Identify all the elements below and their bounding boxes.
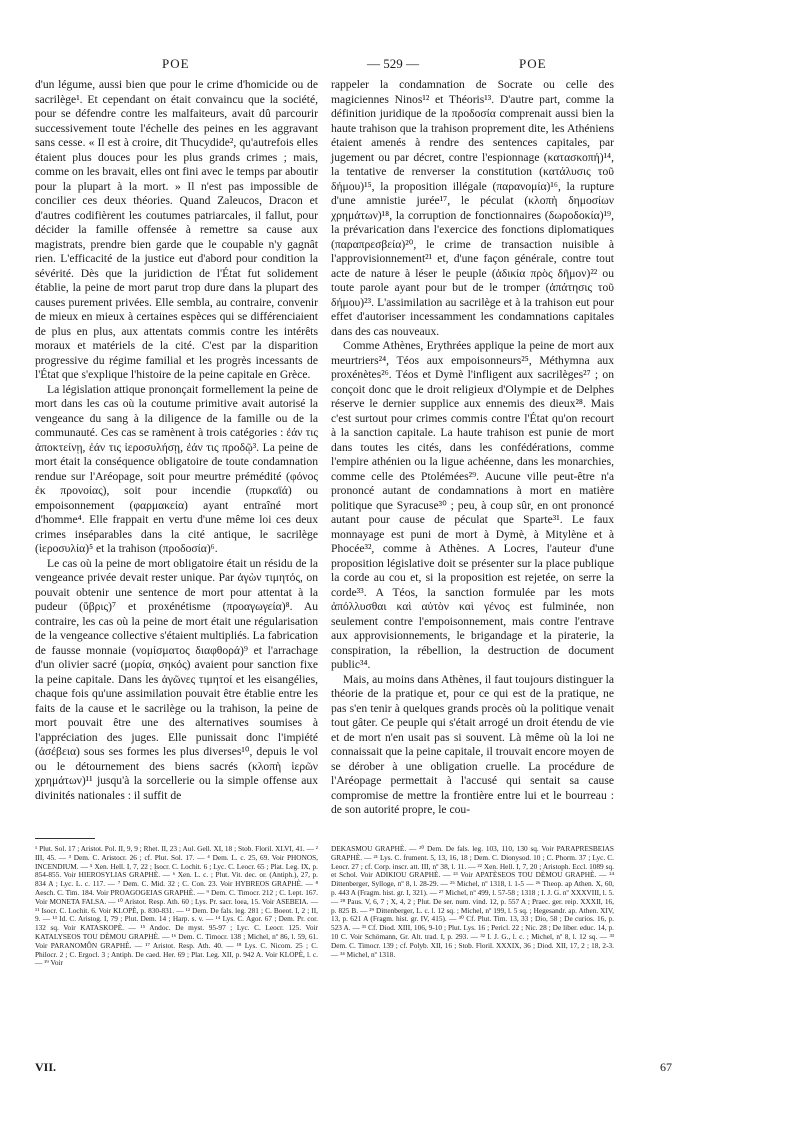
footnote-divider — [35, 838, 95, 839]
running-header — [32, 48, 776, 72]
header-right-word: POE — [519, 56, 547, 71]
left-column — [35, 78, 318, 803]
page-number: — 529 — — [367, 56, 419, 71]
header-left-word: POE — [162, 56, 190, 71]
paragraph: rappeler la condamnation de Socrate ou celle des magiciennes Ninos¹² et Théoris¹³. D'autre part, comme la définition juridique de la προδοσία comprenait aussi bien la haute trahison que la trahison proprement dite, les Athéniens étaient amenés à rendre des sentences capitales, par jugement ou par décret, contre l'espionnage (κατασκοπή)¹⁴, la tentative de renverser la constitution (κατάλυσις τοῦ δήμου)¹⁵, la proposition illégale (παρανομία)¹⁶, la rupture d'une amnistie jurée¹⁷, le péculat (κλοπὴ δημοσίων χρημάτων)¹⁸, la corruption de fonctionnaires (δωροδοκία)¹⁹, la prévarication dans l'exercice des fonctions diplomatiques (παραπρεσβεία)²⁰, le crime de transaction nuisible à l'approvisionnement²¹ et, d'une façon générale, contre tout acte de nature à léser le peuple (ἀδικία πρὸς δῆμον)²² ou toute parole ayant pour but de le tromper (ἀπάτησις τοῦ δήμου)²³. L'assimilation au sacrilège et à la trahison eut pour effet d'autoriser incessamment les condamnations capitales dans des cas nouveaux. — [331, 78, 614, 338]
paragraph: Comme Athènes, Erythrées applique la peine de mort aux meurtriers²⁴, Téos aux empoisonneurs²⁵, Méthymna aux proxénètes²⁶. Téos et Dymè l'infligent aux sacrilèges²⁷ ; on conçoit donc que le droit religieux d'Olympie et de Delphes réserve le dernier supplice aux ennemis des dieux²⁸. Mais c'est surtout pour crimes commis contre l'État qu'on recourt à la sanction capitale. La haute trahison est punie de mort dans toutes les cités, dans les confédérations, comme l'empire athénien ou la ligue achéenne, dans les monarchies, comme celle des Ptolémées²⁹. Aucune ville peut-être n'a prononcé autant de condamnations à mort en matière politique que Syracuse³⁰ ; peu, à coup sûr, en ont prononcé autant pour cause de péculat que Sparte³¹. Le faux monnayage est puni de mort à Dymè, à Mitylène et à Phocée³², comme à Athènes. A Locres, l'auteur d'une proposition législative doit se présenter sur la place publique la corde au cou et, si la proposition est rejetée, on serre la corde³³. A Téos, la sanction formulée par les mots ἀπόλλυσθαι καὶ αὐτὸν καὶ γένος est fulminée, non seulement contre l'empoisonnement, mais contre l'entrave aux approvisionnements, le brigandage et la piraterie, la conspiration, la rébellion, la destruction de document public³⁴. — [331, 339, 614, 671]
right-column — [331, 78, 614, 818]
paragraph: d'un légume, aussi bien que pour le crime d'homicide ou de sacrilège¹. Et cependant on était convaincu que la société, pour se défendre contre les malfaiteurs, avait dû parcourir successivement toute l'échelle des peines en les aggravant sans cesse. « Il est à croire, dit Thucydide², qu'autrefois elles étaient plus douces pour les plus grands crimes ; mais, comme on les bravait, elles ont fini avec le temps par aboutir pour la plupart à la mort. » Il n'est pas impossible de concilier ces deux théories. Quand Zaleucos, Dracon et d'autres codifièrent les coutumes patriarcales, il fallut, pour décider la famille offensée à remettre sa cause aux magistrats, prendre bien garde que le coupable n'y gagnât rien. L'efficacité de la justice eut d'abord pour condition la sévérité. Dès que la juridiction de l'État fut solidement établie, la peine de mort parut trop dure dans la plupart des causes purement privées. Elle sembla, au contraire, convenir de mieux en mieux à certaines espèces qui se différenciaient de plus en plus, aux attentats commis contre les intérêts moraux et matériels de la cité. C'est par la disparition progressive du régime familial et les progrès incessants de l'État que s'explique l'histoire de la peine capitale en Grèce. — [35, 78, 318, 381]
dictionary-page — [32, 48, 776, 1128]
paragraph: La législation attique prononçait formellement la peine de mort dans les cas où la coutume primitive avait autorisé la vengeance du sang à la diligence de la famille ou de la communauté. Ces cas se ramènent à trois catégories : ἐάν τις ἀποκτείνῃ, ἐάν τις ἱεροσυλήσῃ, ἐάν τις προδῷ³. La peine de mort était la conséquence obligatoire de toute condamnation rendue sur l'Aréopage, soit pour meurtre prémédité (φόνος ἐκ προνοίας), soit pour incendie (πυρκαϊά) ou empoisonnement (φαρμακεία) ayant entraîné mort d'homme⁴. Elle frappait en vertu d'une même loi ces deux crimes inséparables dans la cité antique, le sacrilège (ἱεροσυλία)⁵ et la trahison (προδοσία)⁶. — [35, 382, 318, 555]
footnotes-right: DEKASMOU GRAPHÈ. — ²⁰ Dem. De fals. leg. 103, 110, 130 sq. Voir PARAPRESBEIAS GRAPHÈ. — ²¹ Lys. C. frument. 5, 13, 16, 18 ; Dem. C. Dionysod. 10 ; C. Phorm. 37 ; Lyc. C. Leocr. 27 ; cf. Corp. inscr. att. III, nº 38, l. 11. — ²² Xen. Hell. I, 7, 20 ; Aristoph. Eccl. 1089 sq. et Schol. Voir ADIKIOU GRAPHÈ. — ²³ Voir APATÈSEOS TOU DÈMOU GRAPHÈ. — ²⁴ Dittenberger, Sylloge, nº 8, l. 28-29. — ²⁵ Michel, nº 1318, l. 1-5 — ²⁶ Theop. ap Athen. X, 60, p. 443 A (Fragm. hist. gr. I, 321). — ²⁷ Michel, nº 499, l. 57-58 ; 1318 ; I. J. G. nº XXXVIII, l. 5. — ²⁸ Paus. V, 6, 7 ; X, 4, 2 ; Plut. De ser. num. vind. 12, p. 557 A ; Praec. ger. reip. XXXII, 16, p. 825 B. — ²⁹ Dittenberger, L. c. l. 12 sq. ; Michel, nº 199, l. 5 sq. ; Hegesandr. ap. Athen. XIV, 13, p. 621 A (Fragm. hist. gr. IV, 415). — ³⁰ Cf. Plut. Tim. 13, 33 ; Dio, 58 ; De curios. 16, p. 523 A. — ³¹ Cf. Diod. XIII, 106, 9-10 ; Plut. Lys. 16 ; Pericl. 22 ; Nic. 28 ; De liber. educ. 14, p. 10 C. Voir Schömann, Gr. Alt. trad. I, p. 293. — ³² I. J. G., l. c. ; Michel, nº 8, l. 12 sq. — ³³ Dem. C. Timocr. 139 ; cf. Polyb. XII, 16 ; Stob. Floril. XXXIX, 36 ; Diod. XII, 17, 2 ; 18, 2-3. — ³⁴ Michel, nº 1318. — [331, 844, 614, 959]
paragraph: Le cas où la peine de mort obligatoire était un résidu de la vengeance privée devait rester unique. Par ἀγὼν τιμητός, on pouvait obtenir une sentence de mort pour attentat à la pudeur (ὕβρις)⁷ et proxénétisme (προαγωγεία)⁸. Au contraire, les cas où la peine de mort était une régularisation de la vengeance collective s'étaient multipliés. La fabrication de fausse monnaie (νομίσματος διαφθορά)⁹ et l'arrachage d'un olivier sacré (μορία, σηκός) avaient pour sanction fixe la peine capitale. Dans les ἀγῶνες τιμητοί et les eisangélies, chaque fois qu'une assimilation pouvait être établie entre les faits de la cause et le sacrilège ou la trahison, la peine de mort pouvait être une des alternatives soumises à l'appréciation des juges. Elle punissait donc l'impiété (ἀσέβεια) sous ses formes les plus diverses¹⁰, depuis le vol ou le détournement des biens sacrés (κλοπὴ ἱερῶν χρημάτων)¹¹ jusqu'à la sorcellerie ou la simple offense aux divinités nationales : il suffit de — [35, 556, 318, 802]
volume-number: VII. — [35, 1060, 57, 1074]
paragraph: Mais, au moins dans Athènes, il faut toujours distinguer la théorie de la pratique et, pour ce qui est de la pratique, ne pas s'en tenir à quelques grands procès où la politique venait tout gâter. Ce peuple qui s'était arrogé un droit étendu de vie et de mort n'en usait pas si souvent. Là même où la loi ne connaissait que la peine capitale, il trouvait encore moyen de se dérober à une obligation cruelle. La procédure de l'Aréopage permettait à l'accusé qui sentait sa cause compromise de mettre la frontière entre lui et le bourreau : de son autorité propre, le cou- — [331, 672, 614, 816]
footnotes-left: ¹ Plut. Sol. 17 ; Aristot. Pol. II, 9, 9 ; Rhet. II, 23 ; Aul. Gell. XI, 18 ; Stob. Floril. XLVI, 41. — ² III, 45. — ³ Dem. C. Aristocr. 26 ; cf. Plut. Sol. 17. — ⁴ Dem. L. c. 25, 69. Voir PHONOS, INCENDIUM. — ⁵ Xen. Hell. I, 7, 22 ; Isocr. C. Lochit. 6 ; Lyc. C. Leocr. 65 ; Plat. Leg. IX, p. 854-855. Voir HIEROSYLIAS GRAPHÈ. — ⁶ Xen. L. c. ; Plut. Vit. dec. or. (Antiph.), 27, p. 834 A ; Lyc. L. c. 117. — ⁷ Dem. C. Mid. 32 ; C. Con. 23. Voir HYBREOS GRAPHÈ. — ⁸ Aesch. C. Tim. 184. Voir PROAGOGEIAS GRAPHÈ. — ⁹ Dem. C. Timocr. 212 ; C. Lept. 167. Voir MONETA FALSA. — ¹⁰ Aristot. Resp. Ath. 60 ; Lys. Pr. sacr. loea, 15. Voir ASEBEIA. — ¹¹ Isocr. C. Lochit. 6. Voir KLOPÈ, p. 830-831. — ¹² Dem. De fals. leg. 281 ; C. Boeot. I, 2 ; II, 9. — ¹³ Id. C. Aristog. I, 79 ; Plut. Dem. 14 ; Harp. s. v. — ¹⁴ Lys. C. Agor. 67 ; Dem. Pr. cor. 132 sq. Voir KATASKOPÈ. — ¹⁵ Andoc. De myst. 95-97 ; Lyc. C. Leocr. 125. Voir KATALYSEOS TOU DÈMOU GRAPHÈ. — ¹⁶ Dem. C. Timocr. 138 ; Michel, nº 86, l. 59, 61. Voir PARANOMÔN GRAPHÈ. — ¹⁷ Aristot. Resp. Ath. 40. — ¹⁸ Lys. C. Nicom. 25 ; C. Philocr. 2 ; C. Ergocl. 3 ; Antiph. De caed. Her. 69 ; Plat. Leg. XII, p. 942 A. Voir KLOPÈ, l. c. — ¹⁹ Voir — [35, 844, 318, 968]
signature-number: 67 — [660, 1060, 672, 1074]
